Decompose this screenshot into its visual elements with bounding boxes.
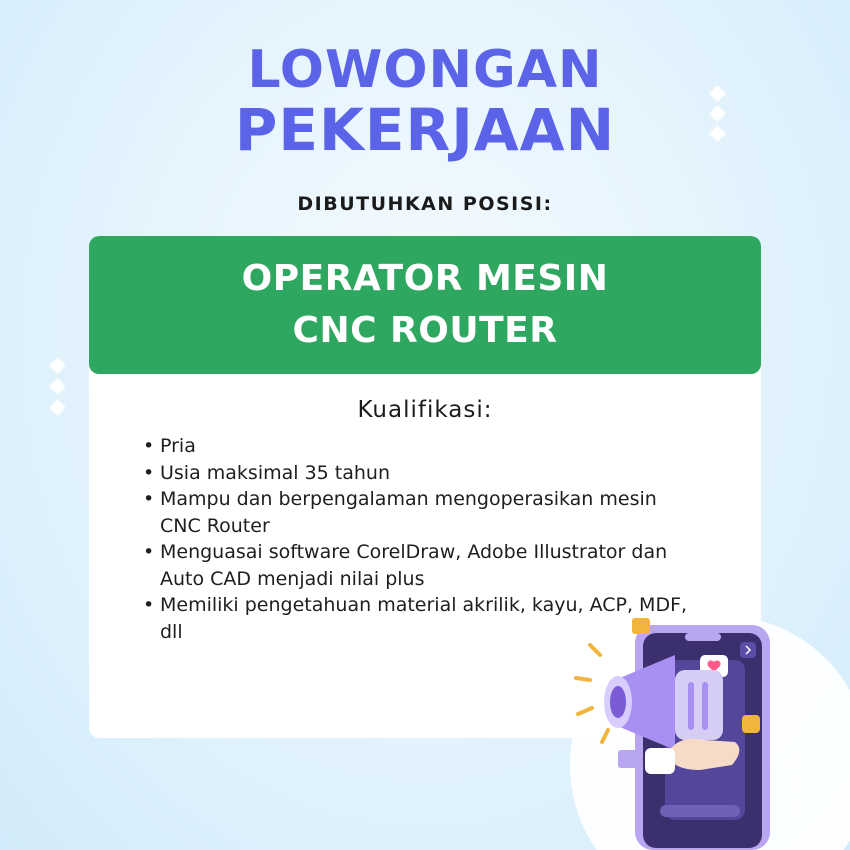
diamond-decoration [50,358,66,374]
promo-illustration [560,600,850,850]
list-item: • Menguasai software CorelDraw, Adobe Illustrator dan Auto CAD menjadi nilai plus [143,541,668,590]
list-item: • Memiliki pengetahuan material akrilik, kayu, ACP, MDF, dll [143,594,688,643]
subtitle: DIBUTUHKAN POSISI: [297,193,553,215]
position-line-1: OPERATOR MESIN [241,258,609,299]
bullet-icon: • [143,461,155,484]
chevron-right-icon [740,642,756,658]
list-item: • Usia maksimal 35 tahun [160,460,720,487]
bullet-icon: • [143,435,155,457]
bullet-icon: • [143,488,155,510]
position-banner [89,236,761,374]
title-line-1: LOWONGAN [247,40,603,100]
list-item: • Mampu dan berpengalaman mengoperasikan mesin CNC Router [143,488,657,537]
list-item: • Pria [160,433,720,460]
bullet-icon: • [143,594,155,616]
title-line-2: PEKERJAAN [234,96,616,164]
qualifications-heading: Kualifikasi: [357,397,493,423]
position-line-2: CNC ROUTER [292,310,558,351]
bullet-icon: • [143,541,155,563]
diamond-decoration [50,379,66,395]
